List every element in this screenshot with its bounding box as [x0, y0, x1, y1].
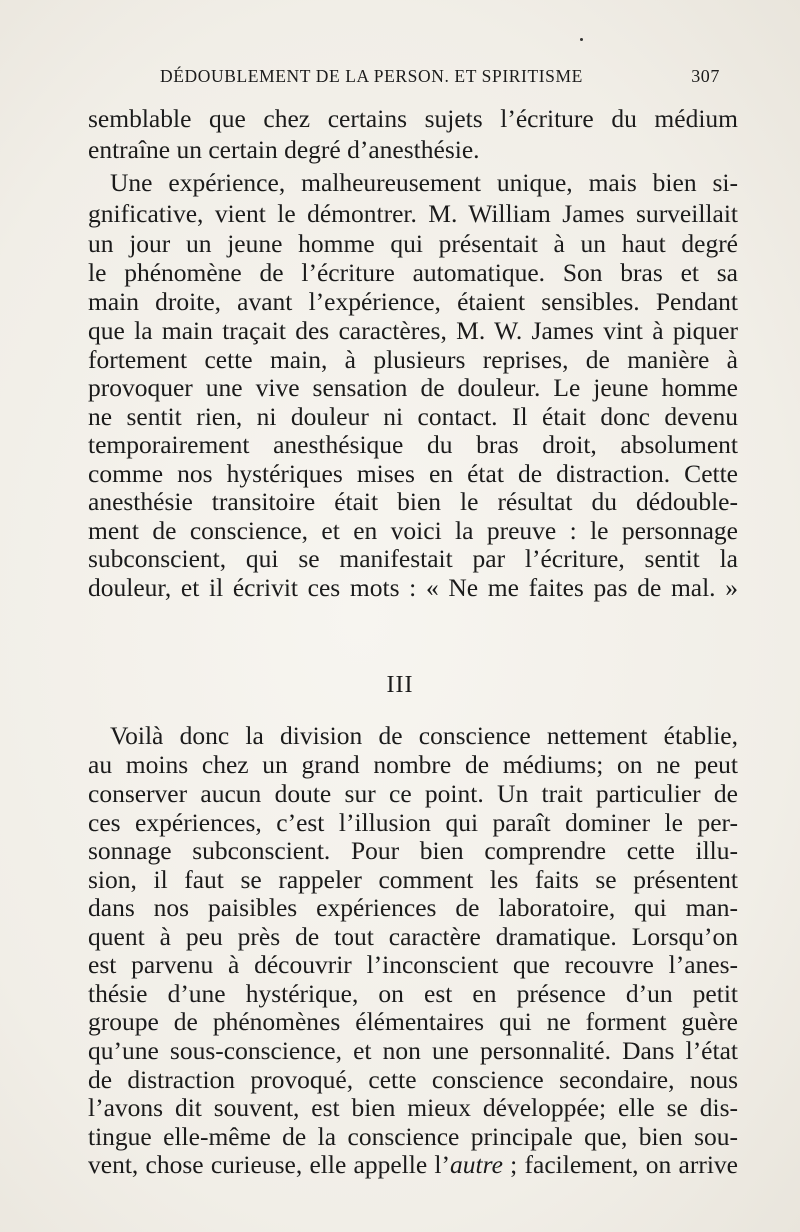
text-line: groupe de phénomènes élémentaires qui ne forment guère: [88, 1007, 738, 1036]
text-line: ment de conscience, et en voici la preuve : le personnage: [88, 516, 738, 545]
text-line: subconscient, qui se manifestait par l’écriture, sentit la: [88, 544, 738, 573]
text-line: fortement cette main, à plusieurs reprises, de manière à: [88, 345, 738, 374]
final-line-start: vent, chose curieuse, elle appelle l’: [88, 1150, 451, 1179]
text-line: le phénomène de l’écriture automatique. Son bras et sa: [88, 258, 738, 287]
text-line: main droite, avant l’expérience, étaient sensibles. Pendant: [88, 287, 738, 316]
text-line: un jour un jeune homme qui présentait à un haut degré: [88, 229, 738, 258]
text-line: gnificative, vient le démontrer. M. William James surveillait: [88, 199, 738, 228]
text-line: sion, il faut se rappeler comment les faits se présentent: [88, 865, 738, 894]
text-line: conserver aucun doute sur ce point. Un trait particulier de: [88, 779, 738, 808]
page-header: [160, 66, 720, 90]
text-line: que la main traçait des caractères, M. W. James vint à piquer: [88, 316, 738, 345]
text-line-final: [88, 1150, 738, 1180]
text-line: anesthésie transitoire était bien le résultat du dédouble-: [88, 487, 738, 516]
text-line: Une expérience, malheureusement unique, mais bien si-: [110, 168, 738, 197]
text-line: douleur, et il écrivit ces mots : « Ne me faites pas de mal. »: [88, 573, 738, 602]
text-line: ne sentit rien, ni douleur ni contact. Il était donc devenu: [88, 402, 738, 431]
text-line: au moins chez un grand nombre de médiums; on ne peut: [88, 750, 738, 779]
text-line: l’avons dit souvent, est bien mieux développée; elle se dis-: [88, 1093, 738, 1122]
page-number: 307: [691, 66, 720, 86]
text-line: semblable que chez certains sujets l’écriture du médium: [88, 104, 738, 133]
text-line: temporairement anesthésique du bras droit, absolument: [88, 430, 738, 459]
text-line: provoquer une vive sensation de douleur. Le jeune homme: [88, 373, 738, 402]
text-line: de distraction provoqué, cette conscience secondaire, nous: [88, 1065, 738, 1094]
text-line: comme nos hystériques mises en état de distraction. Cette: [88, 459, 738, 488]
text-line: quent à peu près de tout caractère dramatique. Lorsqu’on: [88, 922, 738, 951]
final-line-end: ; facilement, on arrive: [502, 1150, 738, 1179]
text-line: thésie d’une hystérique, on est en présence d’un petit: [88, 979, 738, 1008]
text-line: est parvenu à découvrir l’inconscient que recouvre l’anes-: [88, 950, 738, 979]
running-title: DÉDOUBLEMENT DE LA PERSON. ET SPIRITISME: [160, 66, 583, 86]
section-number: III: [386, 672, 414, 698]
text-line: tingue elle-même de la conscience principale que, bien sou-: [88, 1122, 738, 1151]
ink-speck: [580, 38, 583, 41]
text-line: qu’une sous-conscience, et non une personnalité. Dans l’état: [88, 1036, 738, 1065]
text-line: dans nos paisibles expériences de laboratoire, qui man-: [88, 893, 738, 922]
text-line: ces expériences, c’est l’illusion qui paraît dominer le per-: [88, 808, 738, 837]
text-line: entraîne un certain degré d’anesthésie.: [88, 135, 480, 164]
italic-word: autre: [450, 1150, 503, 1179]
text-line: sonnage subconscient. Pour bien comprendre cette illu-: [88, 836, 738, 865]
text-line: Voilà donc la division de conscience nettement établie,: [110, 721, 738, 750]
